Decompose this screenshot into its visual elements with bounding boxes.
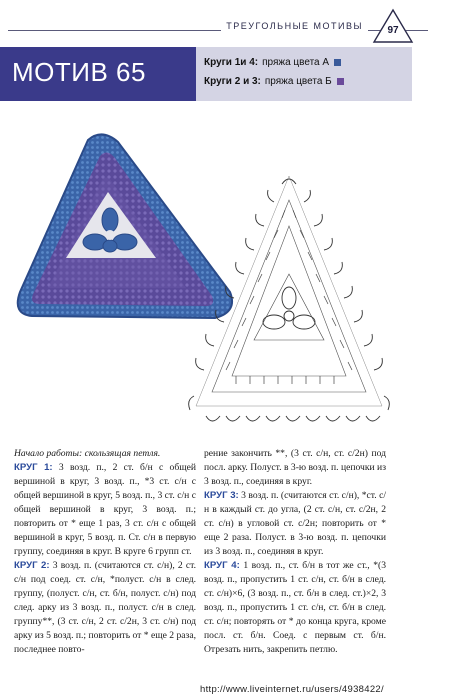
round-2-text: 3 возд. п. (считаются ст. с/н), 2 ст. с/н под соед. ст. с/н, *полуст. с/н в след. группу, (полуст. с/н, ст. б/н, полуст. с/н) под след. арку из 3 возд. п., полуст. с/н в след. группу**, (3 ст. с/н, 2 ст. с/2н, 3 ст. с/н) под арку из 5 возд. п.; повторить от * еще 2 раза, последнее повто- xyxy=(14,560,197,655)
round-1-text: 3 возд. п., 2 ст. б/н с общей вершиной в круг, 3 возд. п., *3 ст. с/н с общей вершиной в круг, 5 возд. п., 3 ст. с/н с общей вершиной в круг, 3 возд. п.; повторить от * еще 1 раз, 3 ст. с/н с общей вершиной в круг, 5 возд. п. Ст. с/н в первую группу, соединяя в круг. В круге 6 групп ст. xyxy=(14,462,196,557)
motif-title: МОТИВ 65 xyxy=(12,57,146,87)
yarn-line-b-text: пряжа цвета Б xyxy=(264,76,332,87)
round-3-text: 3 возд. п. (считаются ст. с/н), *ст. с/н в каждый ст. до угла, (2 ст. с/н, ст. с/2н, 2 ст. с/н) в угловой ст. с/2н; повторить от * еще 2 раза. Полуст. в 3-ю возд. п. цепочки из 3 возд. п., соединяя в круг. xyxy=(204,490,386,557)
instructions-left-column xyxy=(14,447,196,657)
round-3-label: КРУГ 3: xyxy=(204,490,239,501)
yarn-line-a-label: Круги 1и 4: xyxy=(204,57,259,68)
source-watermark: http://www.liveinternet.ru/users/4938422/ xyxy=(200,684,384,695)
round-2-label: КРУГ 2: xyxy=(14,560,50,571)
round-2-continuation: рение закончить **, (3 ст. с/н, ст. с/2н) под посл. арку. Полуст. в 3-ю возд. п. цепочки из 3 возд. п., соединяя в круг. xyxy=(204,448,386,487)
round-3 xyxy=(204,489,386,559)
round-4 xyxy=(204,559,386,657)
instructions-right-column xyxy=(204,447,386,657)
round-4-label: КРУГ 4: xyxy=(204,560,240,571)
section-title: ТРЕУГОЛЬНЫЕ МОТИВЫ xyxy=(221,21,368,31)
color-b-swatch-icon xyxy=(337,78,344,85)
round-4-text: 1 возд. п., ст. б/н в тот же ст., *(3 возд. п., пропустить 1 ст. с/н, ст. б/н в след. ст. с/н)×6, (3 возд. п., ст. б/н в след. ст.)×2, 3 возд. п., пропустить 1 ст. с/н, ст. б/н в след. ст. с/н; повторять от * до конца круга, кроме посл. ст. б/н. Соед. с первым ст. б/н. Отрезать нить, закрепить петлю. xyxy=(204,560,386,655)
yarn-info-box xyxy=(196,47,412,101)
yarn-line-a xyxy=(204,53,404,72)
yarn-line-b xyxy=(204,72,404,91)
round-1 xyxy=(14,461,196,559)
instructions-intro: Начало работы: скользящая петля. xyxy=(14,448,161,459)
color-a-swatch-icon xyxy=(334,59,341,66)
round-2 xyxy=(14,559,196,657)
yarn-line-a-text: пряжа цвета А xyxy=(262,57,330,68)
round-1-label: КРУГ 1: xyxy=(14,462,53,473)
crochet-chart-diagram xyxy=(186,170,392,446)
yarn-line-b-label: Круги 2 и 3: xyxy=(204,76,261,87)
page-number: 97 xyxy=(387,25,399,36)
motif-title-banner xyxy=(0,47,196,101)
